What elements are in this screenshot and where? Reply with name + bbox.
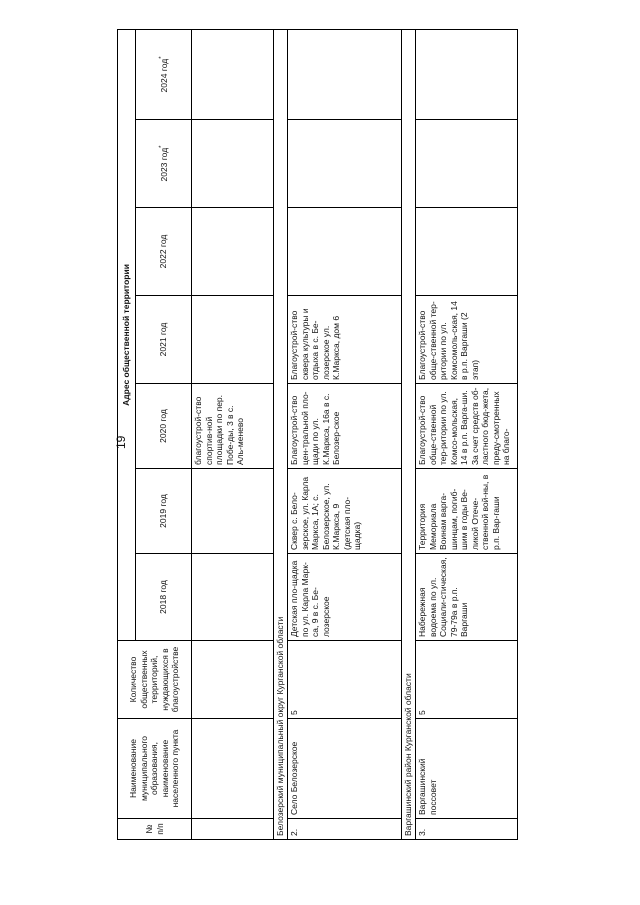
table-cell — [192, 819, 274, 840]
row2-2019: Сквер с. Бело-зерское, ул. Карла Маркса, 1А; с. Белозерское, ул. К.Маркса, 9 (детская пло-щадка) — [288, 469, 402, 554]
header-year-2021: 2021 год — [136, 296, 192, 384]
row2-2020: Благоустрой-ство цен-тральной пло-щади по ул. К.Маркса, 16а в с. Белозер-ское — [288, 384, 402, 469]
row3-2020: Благоустрой-ство обще-ственной тер-ритории по ул. Комсо-мольская, 14 в р.п. Варга-ши. За счет средств об-ластного бюд-жета, преду-смотренных на благо- — [416, 384, 518, 469]
table-cell — [288, 208, 402, 296]
table-cell — [416, 208, 518, 296]
header-num: № п/п — [118, 819, 192, 840]
table-cell — [416, 120, 518, 208]
row3-2019: Территория Мемориала Воинам варга-шинцам, погиб-шим в годы Ве-ликой Отече-ственной вой-ны, в р.п. Вар-гаши — [416, 469, 518, 554]
table-cell — [288, 29, 402, 119]
header-year-2024: 2024 год* — [136, 29, 192, 119]
row2-num: 2. — [288, 819, 402, 840]
row2-name: Село Белозерское — [288, 719, 402, 819]
row2-2018: Детская пло-щадка по ул. Карла Марк-са, 9 в с. Бе-лозерское — [288, 554, 402, 641]
header-year-2022: 2022 год — [136, 208, 192, 296]
table-cell — [288, 120, 402, 208]
section-belozersky: Белозерский муниципальный округ Курганской области — [274, 29, 288, 839]
header-count: Количество общественных территорий, нуждающихся в благоустройстве — [118, 641, 192, 719]
table-cell — [192, 296, 274, 384]
header-year-2018: 2018 год — [136, 554, 192, 641]
header-address: Адрес общественной территории — [118, 29, 136, 640]
table-cell — [192, 120, 274, 208]
header-year-2019: 2019 год — [136, 469, 192, 554]
row2-count: 5 — [288, 641, 402, 719]
header-year-2020: 2020 год — [136, 384, 192, 469]
document-table — [117, 30, 511, 840]
table-cell — [192, 469, 274, 554]
table-cell — [192, 719, 274, 819]
table-cell — [192, 208, 274, 296]
row2-2021: Благоустрой-ство сквера культуры и отдыха в с. Бе-лозерское ул. К.Маркса, дом 6 — [288, 296, 402, 384]
row3-num: 3. — [416, 819, 518, 840]
row3-name: Варгашинский поссовет — [416, 719, 518, 819]
table-cell — [192, 554, 274, 641]
row3-2018: Набережная водоема по ул. Социали-стическая, 79-79а в р.п. Варгаши — [416, 554, 518, 641]
cell-continued-2020: благоустрой-ство спортив-ной площадки по пер. Побе-ды, 3 в с. Аль-менево — [192, 384, 274, 469]
header-year-2023: 2023 год* — [136, 120, 192, 208]
table-cell — [192, 641, 274, 719]
row3-2021: Благоустрой-ство обще-ственной тер-ритории по ул. Комсомоль-ская, 14 в р.п. Варгаши (2 этап) — [416, 296, 518, 384]
table-cell — [192, 29, 274, 119]
row3-count: 5 — [416, 641, 518, 719]
section-vargashinsky: Варгашинский район Курганской области — [402, 29, 416, 839]
header-name: Наименование муниципального образования, наименование населенного пункта — [118, 719, 192, 819]
page-number: 19 — [114, 435, 128, 449]
table-cell — [416, 29, 518, 119]
